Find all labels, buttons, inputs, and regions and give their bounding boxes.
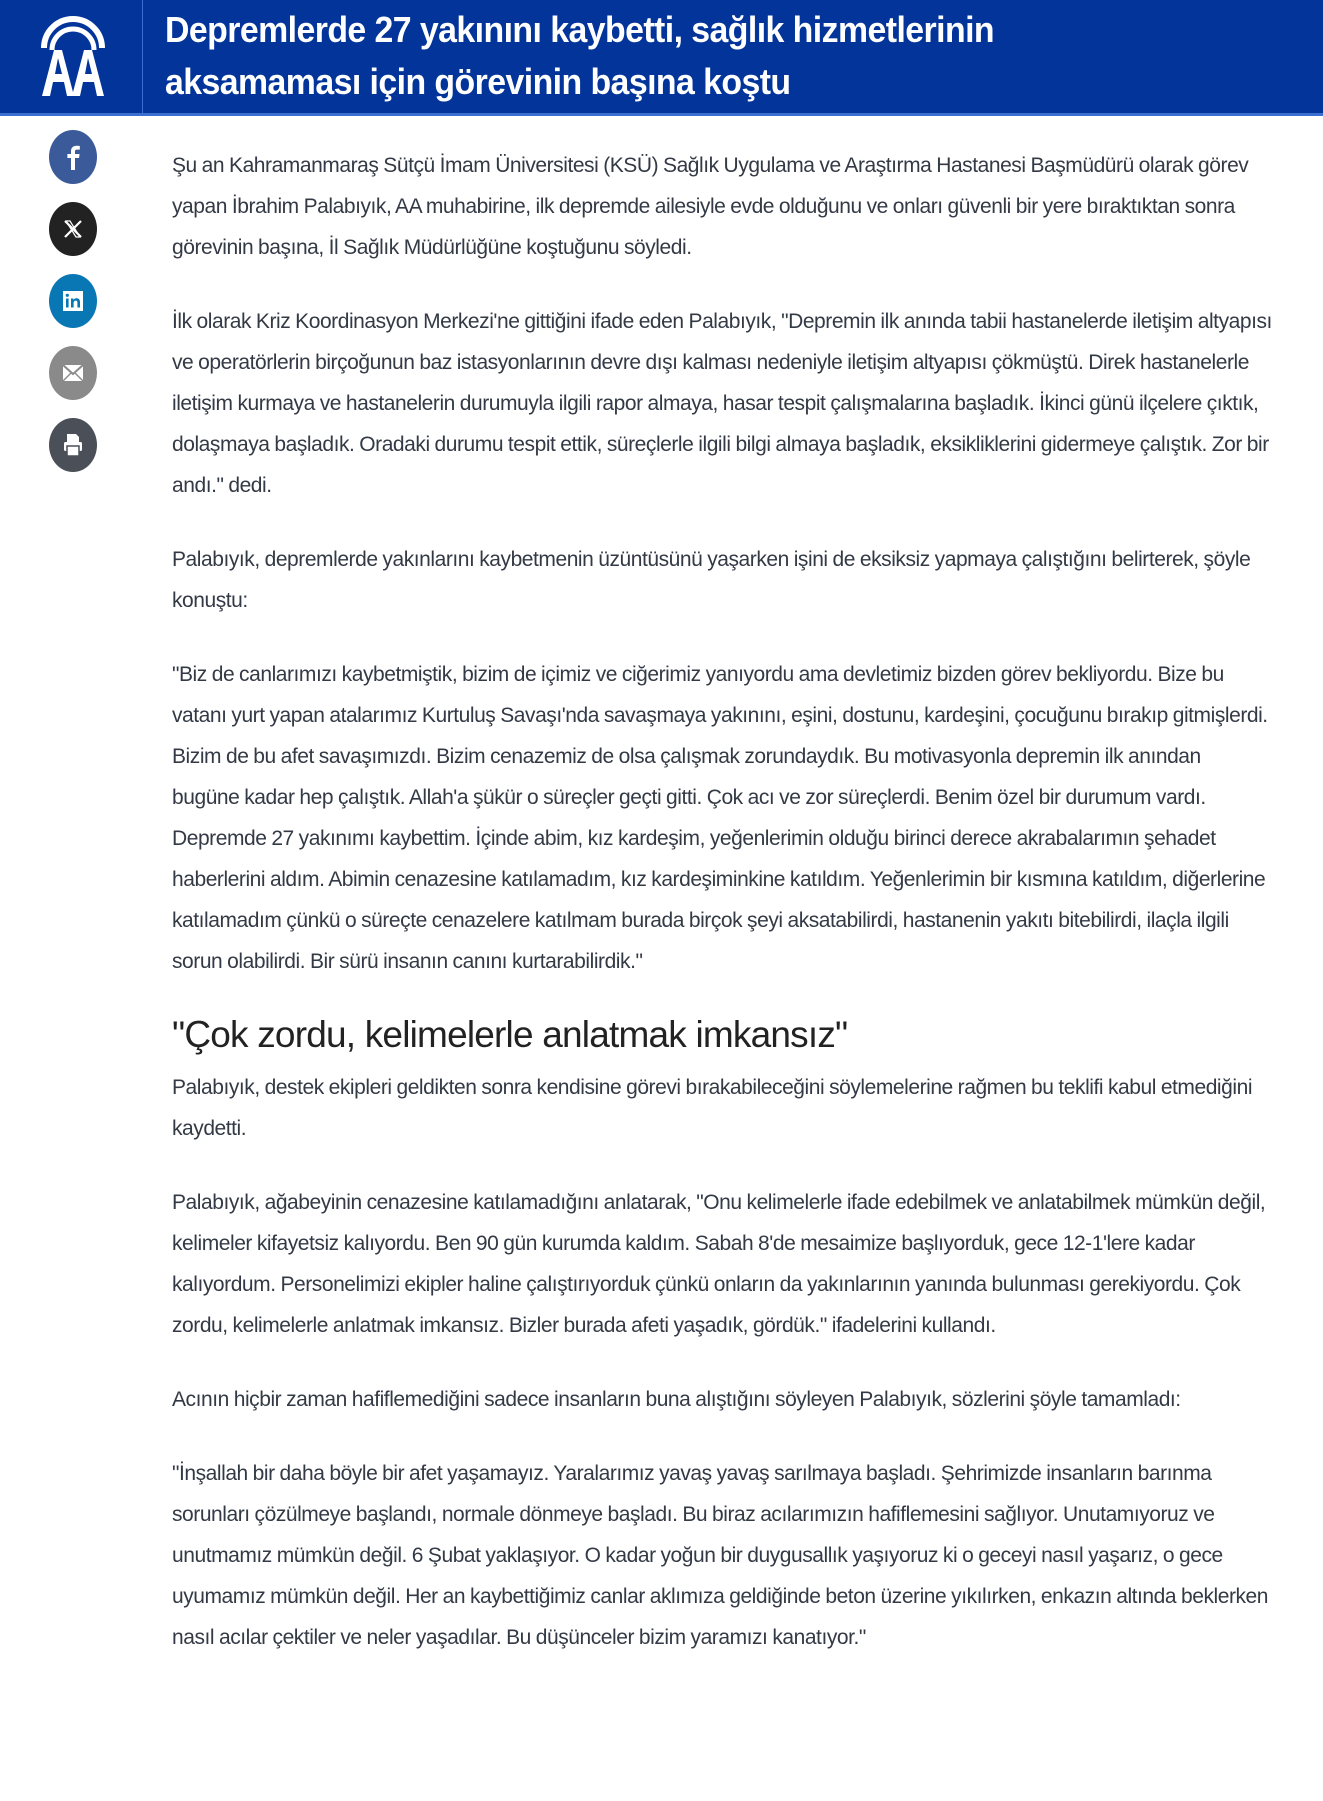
title-line-1: Depremlerde 27 yakınını kaybetti, sağlık hizmetlerinin <box>165 9 995 50</box>
share-bar <box>49 130 97 490</box>
article-quote: "İnşallah bir daha böyle bir afet yaşamayız. Yaralarımız yavaş yavaş sarılmaya başladı. Şehrimizde insanların barınma sorunları çözülmeye başlandı, normale dönmeye başladı. Bu biraz acılarımızın hafiflemesini sağlıyor. Unutamıyoruz ve unutmamız mümkün değil. 6 Şubat yaklaşıyor. O kadar yoğun bir duygusallık yaşıyoruz ki o geceyi nasıl yaşarız, o gece uyumamız mümkün değil. Her an kaybettiğimiz canlar aklımıza geldiğinde beton üzerine yıkılırken, enkazın altında beklerken nasıl acılar çektiler ve neler yaşadılar. Bu düşünceler bizim yaramızı kanatıyor." <box>172 1462 1269 1649</box>
facebook-icon <box>63 144 83 170</box>
article-paragraph: Palabıyık, ağabeyinin cenazesine katılamadığını anlatarak, "Onu kelimelerle ifade edebilmek ve anlatabilmek mümkün değil, kelimeler kifayetsiz kalıyordu. Ben 90 gün kurumda kaldım. Sabah 8'de mesaimize başlıyorduk, gece 12-1'lere kadar kalıyordum. Personelimizi ekipler haline çalıştırıyorduk çünkü onların da yakınlarının yanında bulunması gerekiyordu. Çok zordu, kelimelerle anlatmak imkansız. Bizler burada afeti yaşadık, gördük." ifadelerini kullandı. <box>172 1191 1266 1337</box>
aa-logo[interactable] <box>0 0 143 113</box>
site-header <box>0 0 1323 116</box>
article-paragraph: Palabıyık, destek ekipleri geldikten sonra kendisine görevi bırakabileceğini söylemelerine rağmen bu teklifi kabul etmediğini kaydetti. <box>172 1076 1253 1140</box>
article-subheading: "Çok zordu, kelimelerle anlatmak imkansız" <box>172 1014 848 1055</box>
print-icon <box>63 433 83 457</box>
title-line-2: aksamaması için görevinin başına koştu <box>165 61 791 102</box>
article-quote: "Biz de canlarımızı kaybetmiştik, bizim de içimiz ve ciğerimiz yanıyordu ama devletimiz bizden görev bekliyordu. Bize bu vatanı yurt yapan atalarımız Kurtuluş Savaşı'nda savaşmaya yakınını, eşini, dostunu, kardeşini, çocuğunu bırakıp gitmişlerdi. Bizim de bu afet savaşımızdı. Bizim cenazemiz de olsa çalışmak zorundaydık. Bu motivasyonla depremin ilk anından bugüne kadar hep çalıştık. Allah'a şükür o süreçler geçti gitti. Çok acı ve zor süreçlerdi. Benim özel bir durumum vardı. Depremde 27 yakınımı kaybettim. İçinde abim, kız kardeşim, yeğenlerimin olduğu birinci derece akrabalarımın şehadet haberlerini aldım. Abimin cenazesine katılamadım, kız kardeşiminkine katıldım. Yeğenlerimin bir kısmına katıldım, diğerlerine katılamadım çünkü o süreçte cenazelere katılmam burada birçok şeyi aksatabilirdi, hastanenin yakıtı bitebilirdi, ilaçla ilgili sorun olabilirdi. Bir sürü insanın canını kurtarabilirdik." <box>172 663 1268 973</box>
article-paragraph: Acının hiçbir zaman hafiflemediğini sadece insanların buna alıştığını söyleyen Palabıyık, sözlerini şöyle tamamladı: <box>172 1388 1181 1411</box>
share-linkedin-button[interactable] <box>49 274 97 328</box>
article-title <box>165 4 994 108</box>
mail-icon <box>62 364 84 382</box>
share-facebook-button[interactable] <box>49 130 97 184</box>
article-body <box>172 145 1272 1691</box>
print-button[interactable] <box>49 418 97 472</box>
aa-logo-icon <box>38 10 108 100</box>
article-paragraph: Şu an Kahramanmaraş Sütçü İmam Üniversitesi (KSÜ) Sağlık Uygulama ve Araştırma Hastanesi Başmüdürü olarak görev yapan İbrahim Palabıyık, AA muhabirine, ilk depremde ailesiyle evde olduğunu ve onları güvenli bir yere bıraktıktan sonra görevinin başına, İl Sağlık Müdürlüğüne koştuğunu söyledi. <box>172 154 1249 259</box>
share-email-button[interactable] <box>49 346 97 400</box>
article-paragraph: İlk olarak Kriz Koordinasyon Merkezi'ne gittiğini ifade eden Palabıyık, "Depremin ilk anında tabii hastanelerde iletişim altyapısı ve operatörlerin birçoğunun baz istasyonlarının devre dışı kalması nedeniyle iletişim altyapısı çökmüştü. Direk hastanelerle iletişim kurmaya ve hastanelerin durumuyla ilgili rapor almaya, hasar tespit çalışmalarına başladık. İkinci günü ilçelere çıktık, dolaşmaya başladık. Oradaki durumu tespit ettik, süreçlerle ilgili bilgi almaya başladık, eksikliklerini gidermeye çalıştık. Zor bir andı." dedi. <box>172 310 1272 497</box>
x-icon <box>63 219 83 239</box>
article-paragraph: Palabıyık, depremlerde yakınlarını kaybetmenin üzüntüsünü yaşarken işini de eksiksiz yapmaya çalıştığını belirterek, şöyle konuştu: <box>172 548 1251 612</box>
share-x-button[interactable] <box>49 202 97 256</box>
linkedin-icon <box>63 291 83 311</box>
